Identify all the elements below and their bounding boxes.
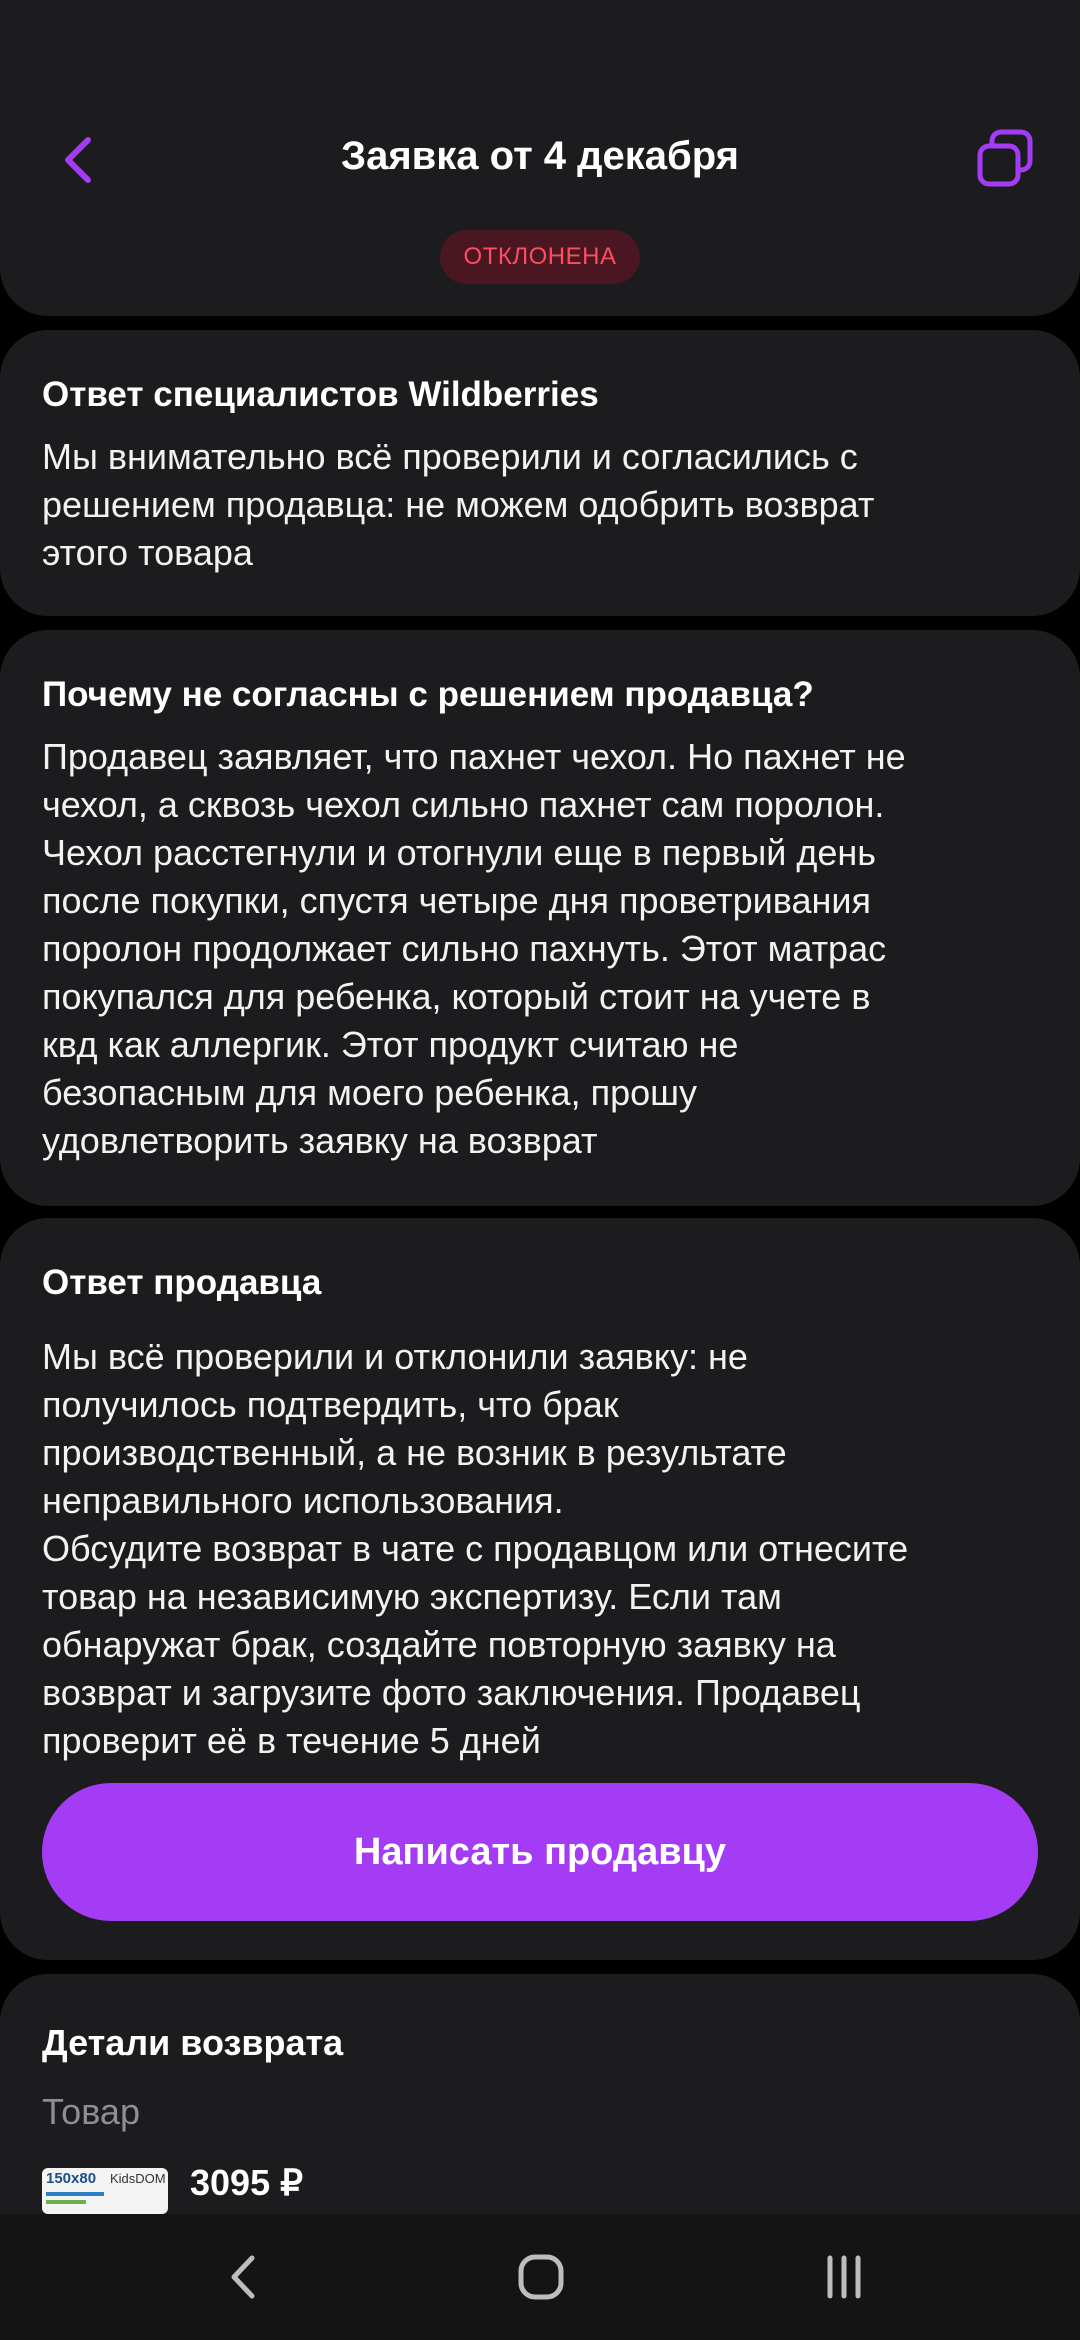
seller-answer-card — [0, 1218, 1080, 1960]
specialists-answer-text: Мы внимательно всё проверили и согласились с решением продавца: не можем одобрить возврат этого товара — [42, 436, 875, 573]
specialists-answer-card — [0, 330, 1080, 616]
thumb-size-label: 150x80 — [46, 2170, 97, 2187]
product-thumbnail[interactable] — [42, 2168, 168, 2214]
status-badge: ОТКЛОНЕНА — [440, 230, 640, 284]
specialists-answer-title: Ответ специалистов Wildberries — [42, 375, 599, 414]
product-label: Товар — [42, 2091, 140, 2132]
copy-icon — [970, 124, 1040, 194]
seller-answer-title: Ответ продавца — [42, 1263, 322, 1302]
copy-button[interactable] — [970, 124, 1040, 194]
message-seller-button[interactable]: Написать продавцу — [42, 1783, 1038, 1921]
home-icon[interactable] — [516, 2252, 566, 2302]
return-details-title: Детали возврата — [42, 2022, 344, 2063]
disagreement-reason-text: Продавец заявляет, что пахнет чехол. Но пахнет не чехол, а сквозь чехол сильно пахнет сам поролон. Чехол расстегнули и отогнули еще в первый день после покупки, спустя четыре дня проветривания поролон продолжает сильно пахнуть. Этот матрас покупался для ребенка, который стоит на учете в квд как аллергик. Этот продукт считаю не безопасным для моего ребенка, прошу удовлетворить заявку на возврат — [42, 736, 906, 1161]
system-navigation-bar — [0, 2214, 1080, 2340]
thumb-stripe — [46, 2192, 104, 2196]
back-icon[interactable] — [222, 2252, 262, 2302]
disagreement-reason-title: Почему не согласны с решением продавца? — [42, 675, 814, 714]
recents-icon[interactable] — [822, 2252, 866, 2302]
thumb-stripe — [46, 2200, 86, 2204]
page-title: Заявка от 4 декабря — [341, 134, 739, 178]
app-header — [0, 110, 1080, 210]
product-price: 3095 ₽ — [190, 2162, 303, 2203]
thumb-brand-label: KidsDOM — [110, 2171, 166, 2186]
disagreement-reason-card — [0, 630, 1080, 1206]
seller-answer-text: Мы всё проверили и отклонили заявку: не получилось подтвердить, что брак производственный, а не возник в результате неправильного использования. Обсудите возврат в чате с продавцом или отнесите товар на независимую экспертизу. Если там обнаружат брак, создайте повторную заявку на возврат и загрузите фото заключения. Продавец проверит её в течение 5 дней — [42, 1336, 909, 1761]
